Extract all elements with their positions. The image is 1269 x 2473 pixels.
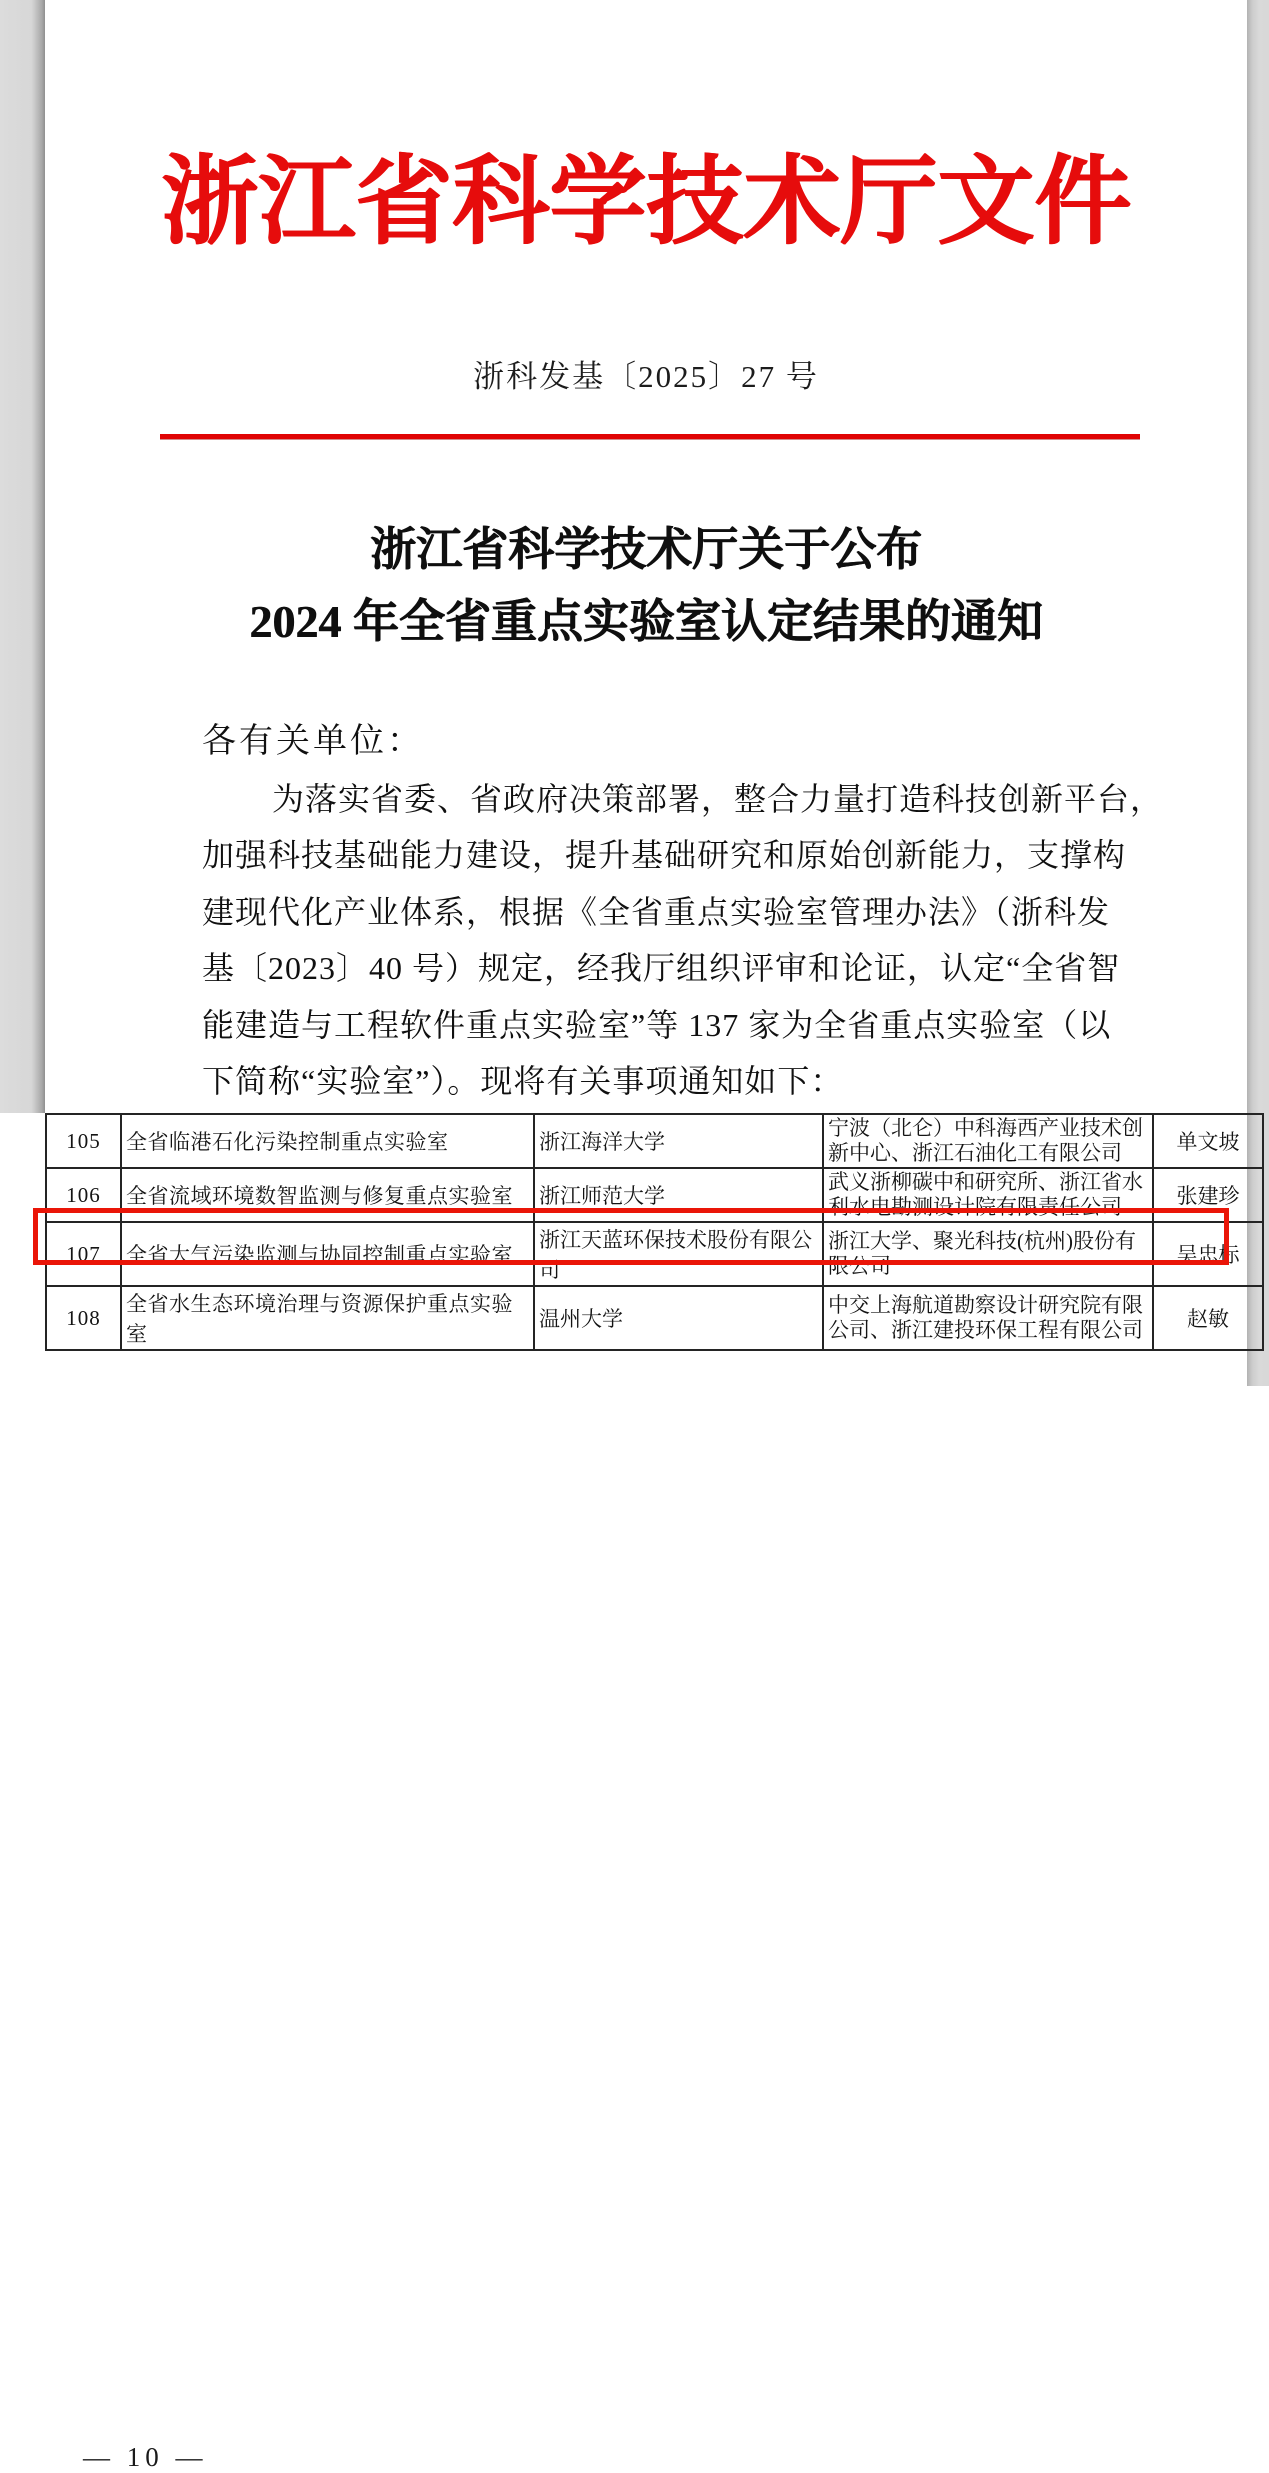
notice-title: [45, 514, 1247, 658]
body-lines: [202, 771, 1164, 1110]
cell-org: 温州大学: [534, 1286, 823, 1350]
cell-org: 浙江天蓝环保技术股份有限公司: [534, 1222, 823, 1286]
cell-partners: 浙江大学、聚光科技(杭州)股份有限公司: [823, 1222, 1153, 1286]
page-left-margin: [0, 0, 45, 1113]
body-line: 加强科技基础能力建设，提升基础研究和原始创新能力，支撑构: [202, 837, 1127, 873]
body-line: 基〔2023〕40 号）规定，经我厅组织评审和论证，认定“全省智: [202, 950, 1121, 986]
salutation: 各有关单位：: [202, 723, 424, 760]
cell-director: 吴忠标: [1153, 1222, 1263, 1286]
table-row: [46, 1114, 1263, 1168]
cell-partners: 中交上海航道勘察设计研究院有限公司、浙江建投环保工程有限公司: [823, 1286, 1153, 1350]
agency-letterhead: 浙江省科学技术厅文件: [161, 149, 1131, 256]
cell-org: 浙江师范大学: [534, 1168, 823, 1222]
cell-director: 赵敏: [1153, 1286, 1263, 1350]
cell-partners: 武义浙柳碳中和研究所、浙江省水利水电勘测设计院有限责任公司: [823, 1168, 1153, 1222]
letterhead-rule: [160, 434, 1140, 439]
cell-director: 单文坡: [1153, 1114, 1263, 1168]
document-page: [45, 0, 1247, 1113]
notice-body: [202, 714, 1164, 1110]
cell-lab: 全省水生态环境治理与资源保护重点实验室: [121, 1286, 534, 1350]
cell-lab: 全省大气污染监测与协同控制重点实验室: [121, 1222, 534, 1286]
document-number: 浙科发基〔2025〕27 号: [473, 359, 819, 394]
cell-org: 浙江海洋大学: [534, 1114, 823, 1168]
body-line: 下简称“实验室”）。现将有关事项通知如下：: [202, 1063, 844, 1099]
cell-no: 108: [46, 1286, 121, 1350]
row-107-highlight-box: [33, 1208, 1229, 1265]
cell-no: 107: [46, 1222, 121, 1286]
cell-no: 106: [46, 1168, 121, 1222]
notice-title-line2: 2024 年全省重点实验室认定结果的通知: [249, 596, 1043, 647]
body-line: 能建造与工程软件重点实验室”等 137 家为全省重点实验室（以: [202, 1006, 1112, 1043]
cell-director: 张建珍: [1153, 1168, 1263, 1222]
cell-no: 105: [46, 1114, 121, 1168]
cell-lab: 全省临港石化污染控制重点实验室: [121, 1114, 534, 1168]
body-line: 建现代化产业体系，根据《全省重点实验室管理办法》（浙科发: [202, 893, 1111, 930]
notice-title-line1: 浙江省科学技术厅关于公布: [370, 524, 922, 575]
page-number: — 10 —: [83, 2442, 208, 2472]
table-row: [46, 1286, 1263, 1350]
cell-partners: 宁波（北仑）中科海西产业技术创新中心、浙江石油化工有限公司: [823, 1114, 1153, 1168]
cell-lab: 全省流域环境数智监测与修复重点实验室: [121, 1168, 534, 1222]
body-line: 为落实省委、省政府决策部署，整合力量打造科技创新平台，: [272, 780, 1164, 817]
